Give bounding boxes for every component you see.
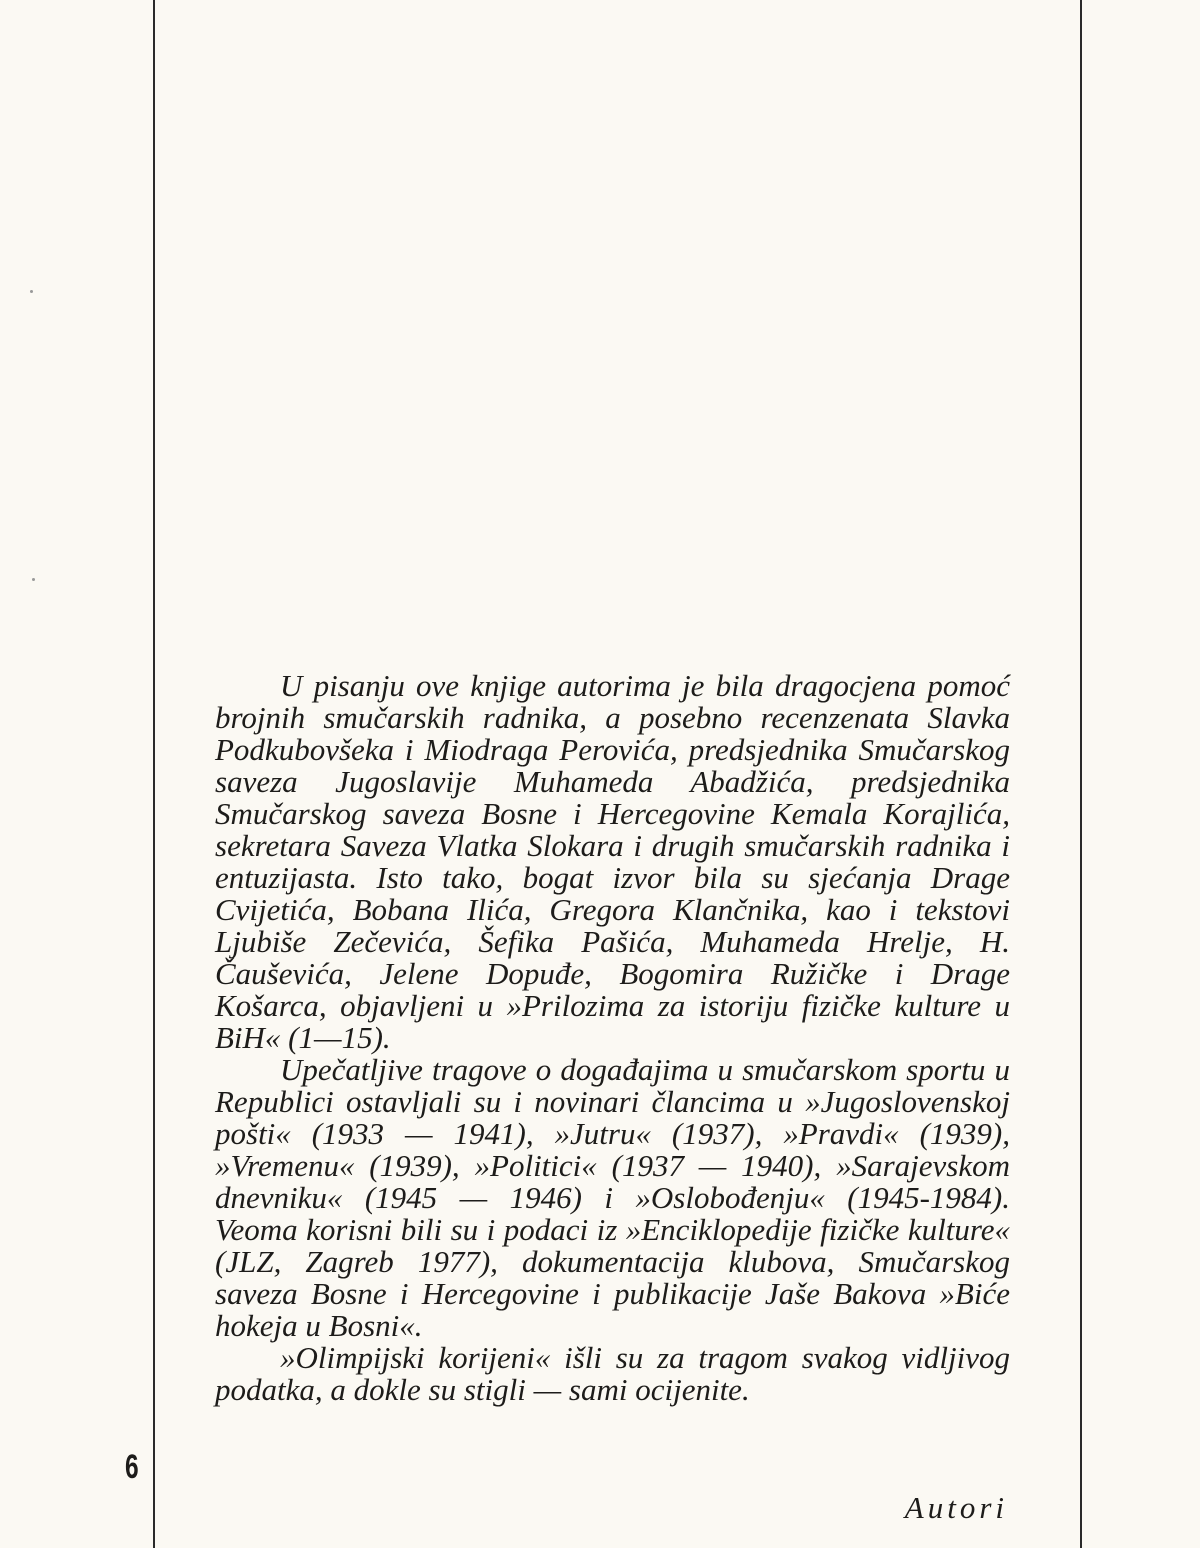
left-margin-rule — [153, 0, 155, 1548]
paragraph-closing: »Olimpijski korijeni« išli su za tragom svakog vidljivog podatka, a dokle su stigli — sami ocijenite. — [215, 1340, 1010, 1407]
page-number: 6 — [125, 1448, 139, 1486]
paper-speck — [32, 578, 35, 581]
paragraph-press-sources: Upečatljive tragove o događajima u smučarskom sportu u Republici ostavljali su i novinari člancima u »Jugoslovenskoj pošti« (1933 — 1941), »Jutru« (1937), »Pravdi« (1939), »Vremenu« (1939), »Politici« (1937 — 1940), »Sarajevskom dnevniku« (1945 — 1946) i »Oslobođenju« (1945-1984). Veoma korisni bili su i podaci iz »Enciklopedije fizičke kulture« (JLZ, Zagreb 1977), dokumentacija klubova, Smučarskog saveza Bosne i Hercegovine i publikacije Jaše Bakova »Biće hokeja u Bosni«. — [215, 1052, 1010, 1343]
right-margin-rule — [1080, 0, 1082, 1548]
authors-signature: Autori — [904, 1490, 1008, 1525]
foreword-text — [215, 670, 1010, 1406]
paper-speck — [30, 290, 33, 293]
paragraph-acknowledgements: U pisanju ove knjige autorima je bila dragocjena pomoć brojnih smučarskih radnika, a posebno recenzenata Slavka Podkubovšeka i Miodraga Perovića, predsjednika Smučarskog saveza Jugoslavije Muhameda Abadžića, predsjednika Smučarskog saveza Bosne i Hercegovine Kemala Korajlića, sekretara Saveza Vlatka Slokara i drugih smučarskih radnika i entuzijasta. Isto tako, bogat izvor bila su sjećanja Drage Cvijetića, Bobana Ilića, Gregora Klančnika, kao i tekstovi Ljubiše Zečevića, Šefika Pašića, Muhameda Hrelje, H. Čauševića, Jelene Dopuđe, Bogomira Ružičke i Drage Košarca, objavljeni u »Prilozima za istoriju fizičke kulture u BiH« (1—15). — [215, 668, 1010, 1055]
